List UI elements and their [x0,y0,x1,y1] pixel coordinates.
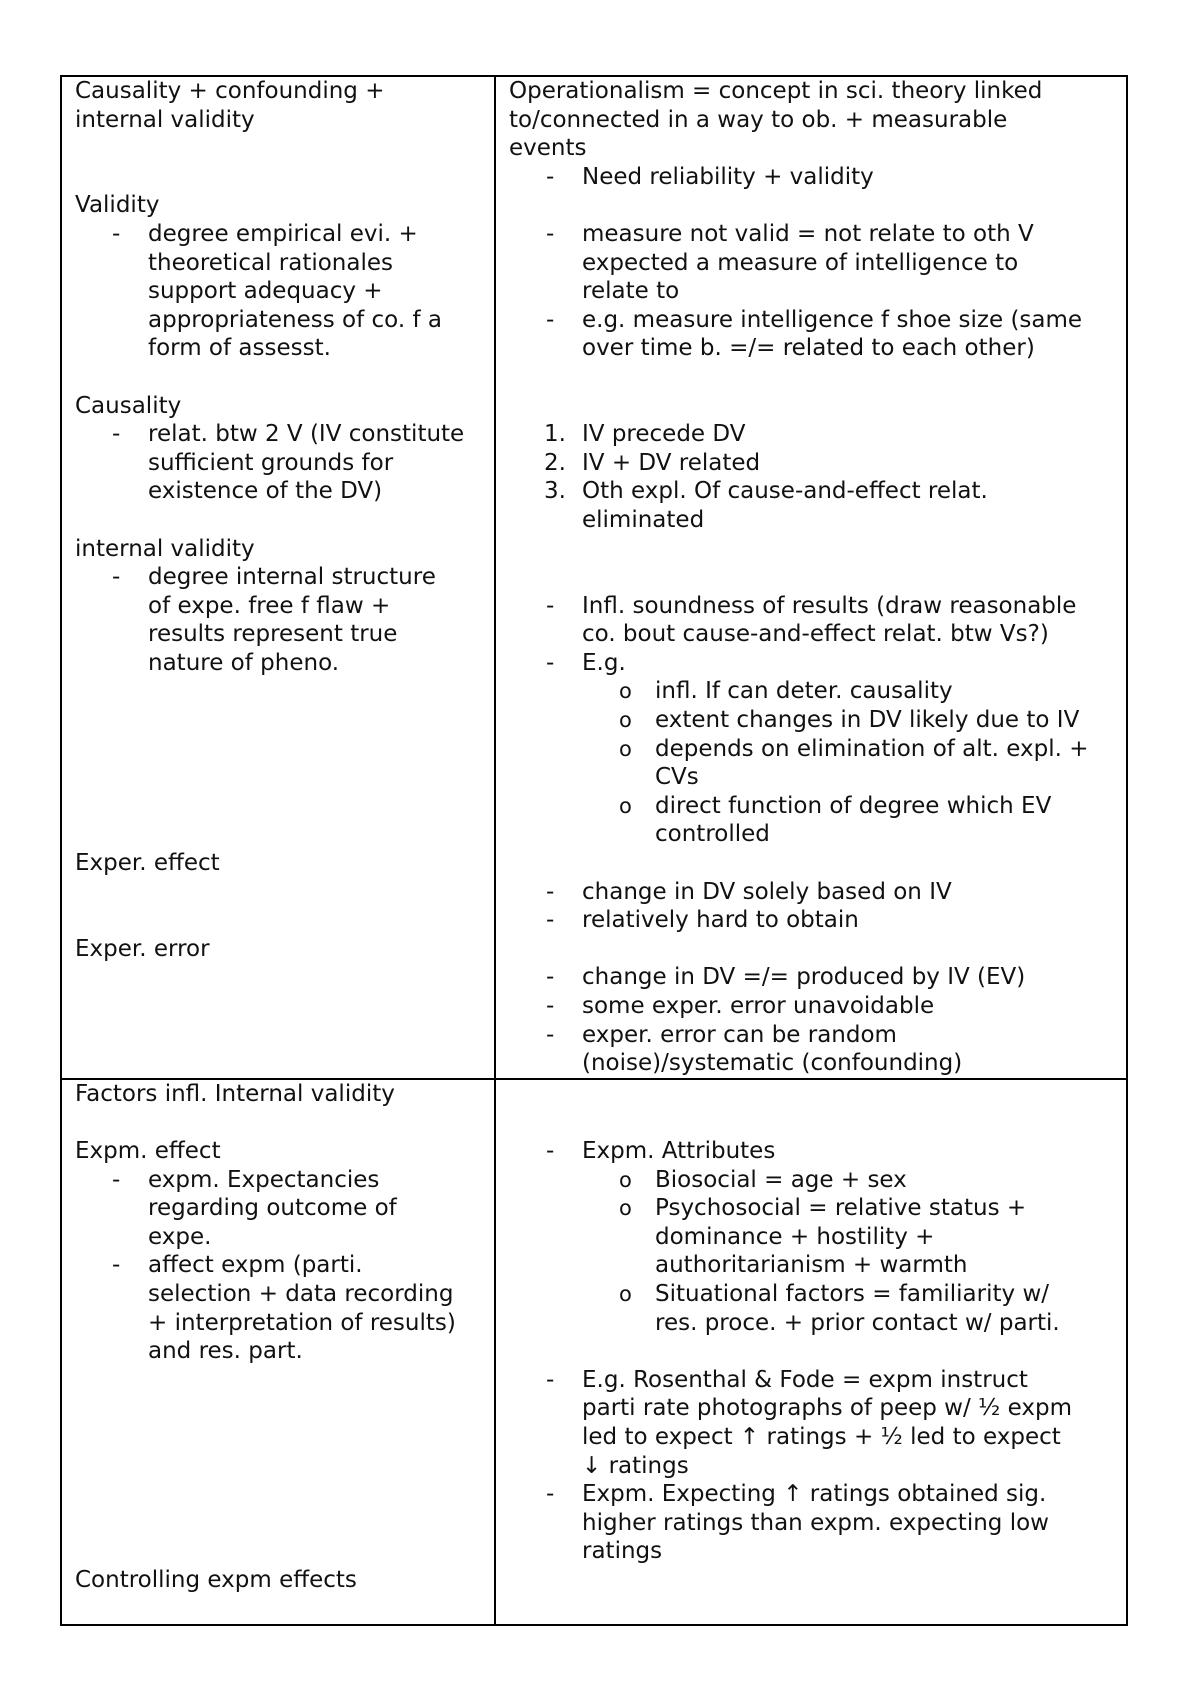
bullet-cont: existence of the DV) [148,478,383,505]
bullet-line: - some exper. error unavoidable [509,992,1118,1021]
operationalism-line-2: to/connected in a way to ob. + measurable [509,106,1008,133]
sub-bullet-cont: controlled [655,821,770,848]
dash-bullet: - [546,964,555,991]
notes-cell-topic-expm-effect [61,1079,495,1625]
notes-cell-topic-causality [61,76,495,1079]
bullet-cont: nature of pheno. [148,649,340,676]
dash-bullet: - [112,1252,121,1279]
circle-bullet: o [619,679,632,704]
bullet-line: - E.g. Rosenthal & Fode = expm instruct [509,1366,1118,1395]
bullet-cont: and res. part. [148,1338,303,1365]
term-exper-error: Exper. error [75,935,210,962]
cell-heading: Factors infl. Internal validity [75,1080,395,1107]
term-exper-effect: Exper. effect [75,850,220,877]
circle-bullet: o [619,1196,632,1221]
bullet-cont: appropriateness of co. f a [148,306,442,333]
bullet-line: - degree internal structure [75,563,486,592]
term-controlling-expm-effects: Controlling expm effects [75,1566,357,1593]
numbered-item: 2. IV + DV related [544,449,761,476]
dash-bullet: - [112,564,121,591]
term-expm-effect: Expm. effect [75,1137,221,1164]
sub-bullet-line: o extent changes in DV likely due to IV [509,706,1118,735]
dash-bullet: - [546,1481,555,1508]
bullet-cont: over time b. =/= related to each other) [582,335,1035,362]
bullet-cont: parti rate photographs of peep w/ ½ expm [582,1395,1072,1422]
bullet-cont: selection + data recording [148,1280,454,1307]
sub-bullet-line: o Biosocial = age + sex [509,1166,1118,1195]
term-internal-validity: internal validity [75,535,255,562]
dash-bullet: - [546,993,555,1019]
bullet-cont: expe. [148,1223,212,1250]
notes-cell-details-expm-effect [495,1079,1127,1625]
bullet-line: - Infl. soundness of results (draw reasonable [509,592,1118,621]
bullet-line: - relatively hard to obtain [509,906,1118,935]
dash-bullet: - [112,421,121,448]
dash-bullet: - [112,1166,121,1193]
cell-heading-line-1: Causality + confounding + [75,78,385,104]
bullet-cont: relate to [582,278,680,305]
circle-bullet: o [619,736,632,761]
bullet-cont: of expe. free f flaw + [148,592,391,619]
sub-bullet-line: o Situational factors = familiarity w/ [509,1280,1118,1309]
bullet-cont: co. bout cause-and-effect relat. btw Vs?) [582,621,1049,648]
bullet-cont: theoretical rationales [148,249,393,276]
sub-bullet-line: o infl. If can deter. causality [509,677,1118,706]
bullet-cont: sufficient grounds for [148,449,394,476]
bullet-cont: higher ratings than expm. expecting low [582,1509,1049,1536]
dash-bullet: - [546,1021,555,1048]
sub-bullet-line: o direct function of degree which EV [509,792,1118,821]
notes-cell-details-causality [495,76,1127,1079]
bullet-cont: ratings [582,1538,663,1565]
bullet-cont: results represent true [148,621,398,648]
dash-bullet: - [546,220,555,247]
bullet-cont: form of assesst. [148,335,331,362]
bullet-cont: + interpretation of results) [148,1309,456,1336]
notes-row-1 [61,76,1127,1079]
circle-bullet: o [619,708,632,733]
bullet-line: - e.g. measure intelligence f shoe size (same [509,306,1118,335]
dash-bullet: - [546,649,555,676]
term-causality: Causality [75,392,182,419]
numbered-item: 1. IV precede DV [544,421,746,448]
sub-bullet-cont: dominance + hostility + [655,1223,935,1250]
term-validity: Validity [75,192,160,219]
circle-bullet: o [619,1167,632,1192]
notes-row-2 [61,1079,1127,1625]
notes-table [60,75,1128,1626]
cell-heading-line-2: internal validity [75,106,255,133]
numbered-cont: eliminated [582,506,705,533]
dash-bullet: - [546,907,555,934]
sub-bullet-cont: CVs [655,764,699,791]
bullet-line: - change in DV solely based on IV [509,878,1118,907]
bullet-line: - Need reliability + validity [509,163,1118,192]
sub-bullet-line: o Psychosocial = relative status + [509,1194,1118,1223]
dash-bullet: - [546,1366,555,1393]
bullet-cont: regarding outcome of [148,1195,397,1222]
circle-bullet: o [619,793,632,818]
bullet-line: - measure not valid = not relate to oth V [509,220,1118,249]
bullet-line: - affect expm (parti. [75,1251,486,1280]
operationalism-line-3: events [509,135,587,162]
bullet-line: - degree empirical evi. + [75,220,486,249]
bullet-line: - relat. btw 2 V (IV constitute [75,420,486,449]
dash-bullet: - [546,878,555,905]
dash-bullet: - [546,1137,555,1164]
bullet-line: - change in DV =/= produced by IV (EV) [509,963,1118,992]
bullet-cont: expected a measure of intelligence to [582,249,1019,276]
bullet-line: - expm. Expectancies [75,1166,486,1195]
dash-bullet: - [546,306,555,333]
dash-bullet: - [546,592,555,619]
bullet-line: - exper. error can be random [509,1021,1118,1050]
bullet-line: - Expm. Expecting ↑ ratings obtained sig. [509,1480,1118,1509]
bullet-cont: support adequacy + [148,278,383,305]
bullet-line: - Expm. Attributes [509,1137,1118,1166]
sub-bullet-cont: res. proce. + prior contact w/ parti. [655,1309,1060,1336]
dash-bullet: - [546,163,555,190]
sub-bullet-cont: authoritarianism + warmth [655,1252,968,1279]
circle-bullet: o [619,1281,632,1306]
bullet-cont: (noise)/systematic (confounding) [582,1050,963,1077]
bullet-cont: ↓ ratings [582,1452,689,1479]
bullet-cont: led to expect ↑ ratings + ½ led to expect [582,1423,1061,1450]
operationalism-line-1: Operationalism = concept in sci. theory linked [509,78,1043,104]
bullet-line: - E.g. [509,649,1118,678]
dash-bullet: - [112,220,121,247]
numbered-item: 3. Oth expl. Of cause-and-effect relat. [544,478,988,505]
sub-bullet-line: o depends on elimination of alt. expl. + [509,735,1118,764]
